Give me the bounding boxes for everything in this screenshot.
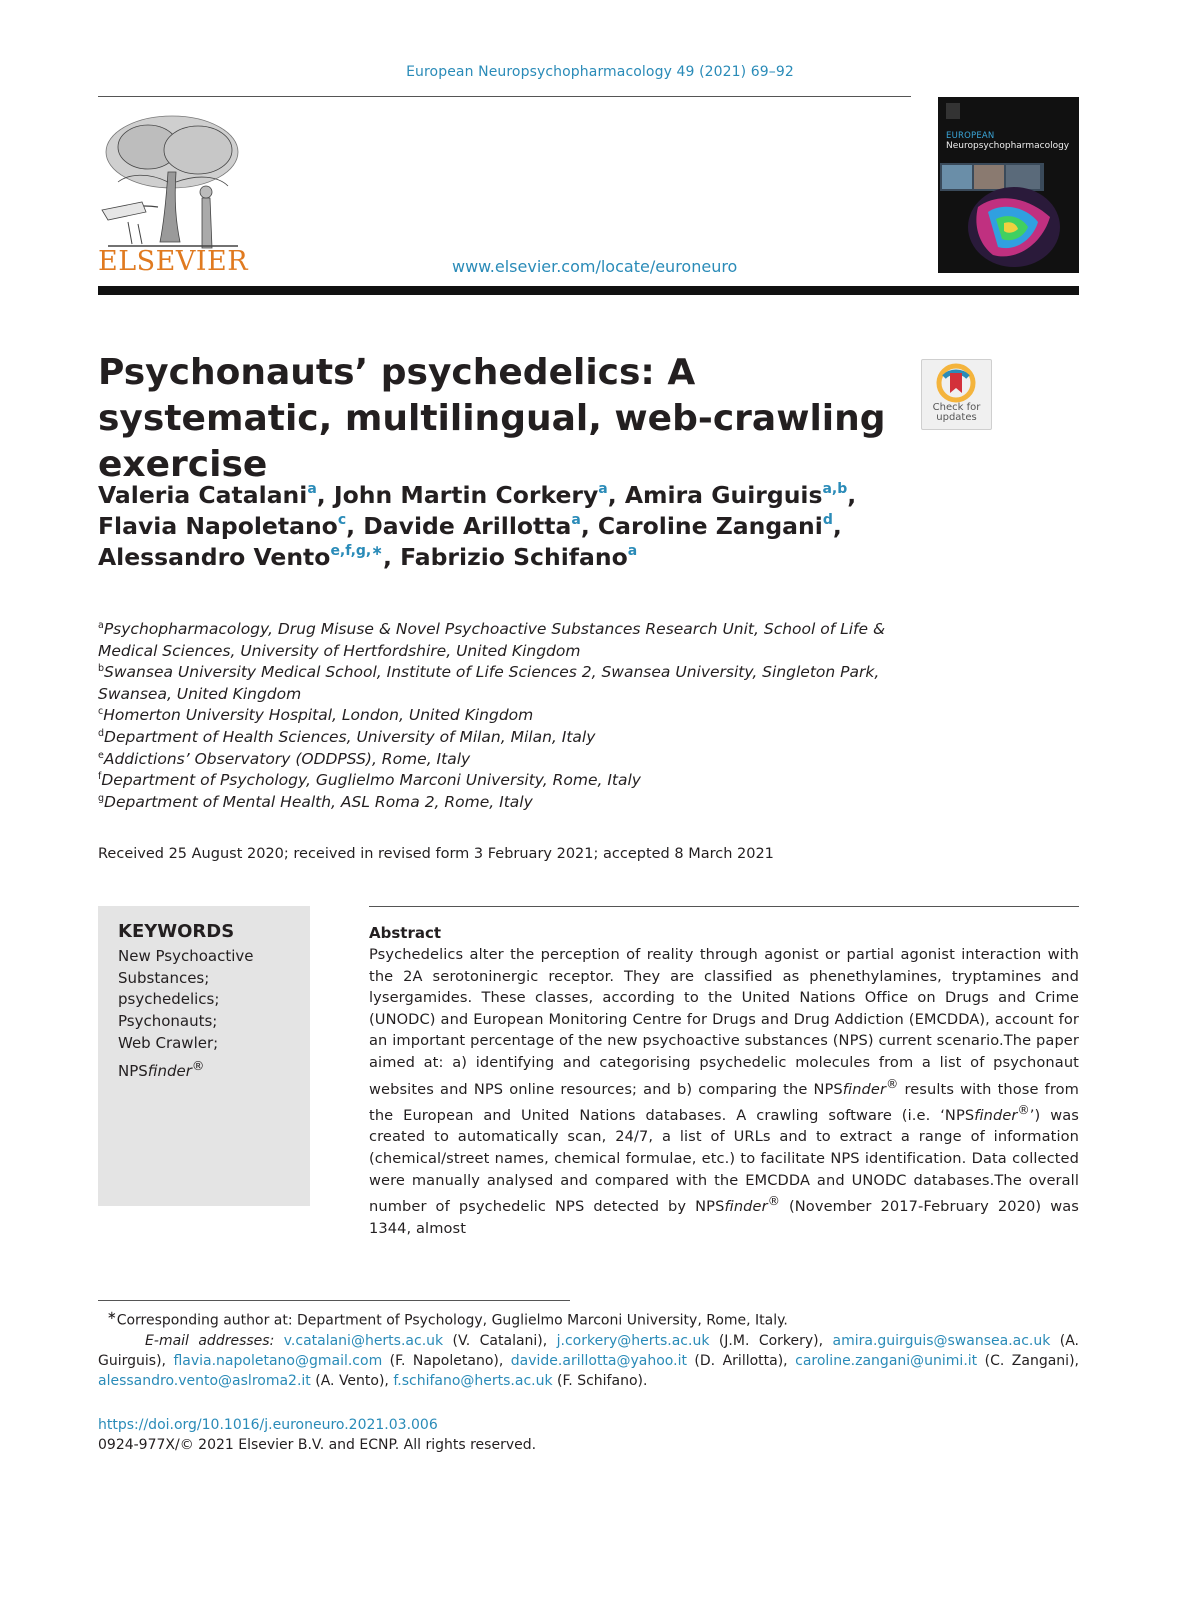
header-rule: [98, 96, 911, 97]
keywords-box: [98, 906, 310, 1206]
cover-title-line1: EUROPEAN: [946, 131, 995, 141]
journal-cover-image[interactable]: [938, 97, 1079, 273]
copyright-notice: 0924-977X/© 2021 Elsevier B.V. and ECNP. All rights reserved.: [98, 1437, 537, 1453]
abstract-text: Psychedelics alter the perception of reality through agonist or partial agonist interaction with the 2A serotoninergic receptor. They are classified as phenethylamines, tryptamines and lysergamides. These classes, according to the United Nations Office on Drugs and Crime (UNODC) and European Monitoring Centre for Drugs and Drug Addiction (EMCDDA), account for an important percentage of the new psychoactive substances (NPS) current scenario.The paper aimed at: a) identifying and categorising psychedelic molecules from a list of psychonaut websites and NPS online resources; and b) comparing the NPSfinder® results with those from the European and United Nations databases. A crawling software (i.e. ‘NPSfinder®’) was created to automatically scan, 24/7, a list of URLs and to extract a range of information (chemical/street names, chemical formulae, etc.) to facilitate NPS identification. Data collected were manually analysed and compared with the EMCDDA and UNODC databases.The overall number of psychedelic NPS detected by NPSfinder® (November 2017-February 2020) was 1344, almost: [369, 946, 1079, 1237]
received-dates: Received 25 August 2020; received in revised form 3 February 2021; accepted 8 March 2021: [98, 846, 774, 862]
corresponding-author-footnote[interactable]: ∗Corresponding author at: Department of Psychology, Guglielmo Marconi University, Rome, Italy. E-mail addresses: v.catalani@herts.ac.uk (V. Catalani), j.corkery@herts.ac.uk (J.M. Corkery), amira.guirguis@swansea.ac.uk (A. Guirguis), flavia.napoletano@gmail.com (F. Napoletano), davide.arillotta@yahoo.it (D. Arillotta), caroline.zangani@unimi.it (C. Zangani), alessandro.vento@aslroma2.it (A. Vento), f.schifano@herts.ac.uk (F. Schifano).: [98, 1308, 1080, 1389]
affiliations: $^a$Psychopharmacology, Drug Misuse & Novel Psychoactive Substances Research Unit, School of Life & Medical Sciences, University of Hertfordshire, United Kingdom $^b$Swansea University Medical School, Institute of Life Sciences 2, Swansea University, Singleton Park, Swansea, United Kingdom $^c$Homerton University Hospital, London, United Kingdom $^d$Department of Health Sciences, University of Milan, Milan, Italy $^e$Addictions’ Observatory (ODDPSS), Rome, Italy $^f$Department of Psychology, Guglielmo Marconi University, Rome, Italy $^g$Department of Mental Health, ASL Roma 2, Rome, Italy: [98, 620, 886, 811]
keywords-list: New Psychoactive Substances; psychedelics; Psychonauts; Web Crawler; NPSfinder®: [118, 947, 254, 1080]
article-title: Psychonauts’ psychedelics: A systematic, multilingual, web-crawling exercise: [98, 352, 886, 485]
elsevier-wordmark: ELSEVIER: [98, 246, 249, 277]
cover-artwork: [938, 97, 1079, 273]
cover-title-line2: Neuropsychopharmacology: [946, 141, 1070, 151]
header-bar: [98, 286, 1079, 295]
footnote-rule: [98, 1300, 570, 1301]
check-for-updates-label: Check for updates: [932, 402, 981, 423]
crossmark-icon: [936, 363, 976, 403]
check-for-updates-button[interactable]: [921, 359, 992, 430]
keywords-heading: KEYWORDS: [118, 921, 235, 942]
author-list: Valeria Catalani$^a$, John Martin Corkery$^a$, Amira Guirguis$^{a,b}$, Flavia Napoletano$^c$, Davide Arillotta$^a$, Caroline Zangani$^d$, Alessandro Vento$^{e,f,g,∗}$, Fabrizio Schifano$^a$: [98, 481, 857, 571]
journal-reference[interactable]: European Neuropsychopharmacology 49 (2021) 69–92: [406, 64, 794, 80]
doi-link[interactable]: https://doi.org/10.1016/j.euroneuro.2021.03.006: [98, 1417, 438, 1433]
abstract-heading: Abstract: [369, 924, 442, 942]
journal-site-link[interactable]: www.elsevier.com/locate/euroneuro: [452, 257, 738, 276]
abstract-rule: [369, 906, 1079, 907]
